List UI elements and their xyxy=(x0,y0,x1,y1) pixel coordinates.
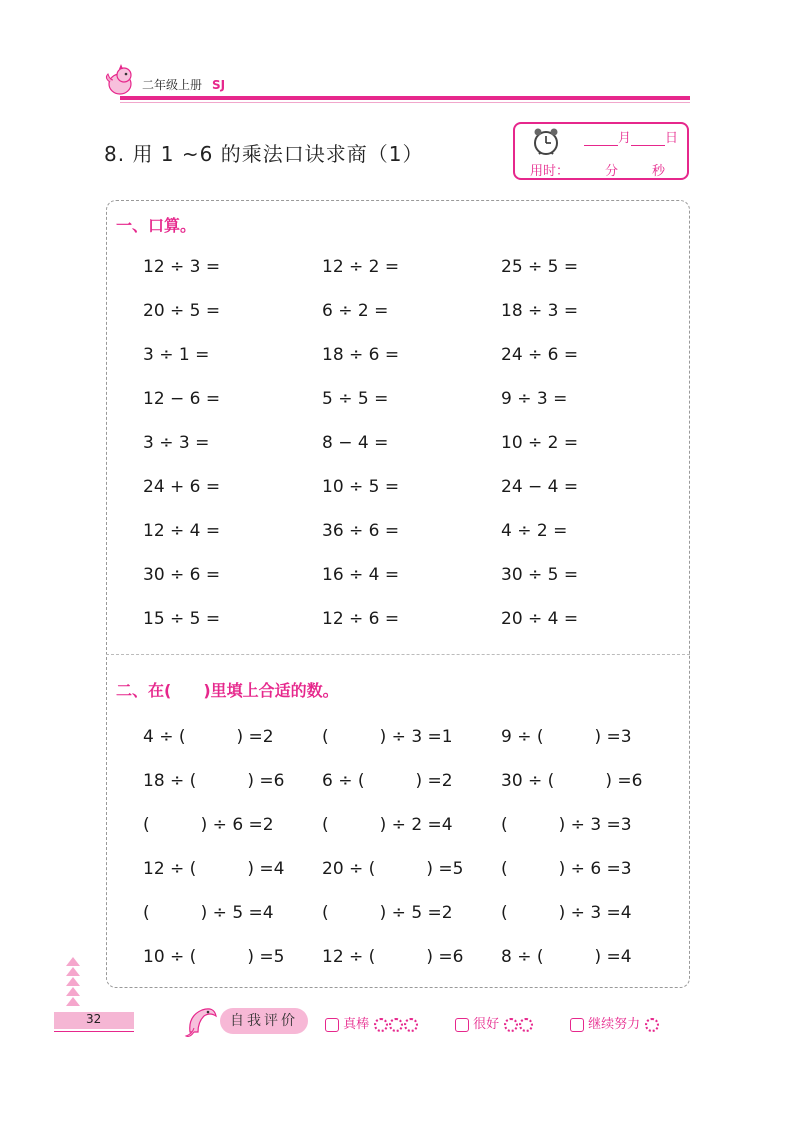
section1-problem: 10 ÷ 2 = xyxy=(501,433,579,453)
header-rule-thin xyxy=(120,102,690,103)
section1-heading: 一、口算。 xyxy=(116,216,197,235)
flower-icon xyxy=(404,1018,418,1032)
flower-icon xyxy=(374,1018,388,1032)
section1-problem: 12 ÷ 2 = xyxy=(322,257,400,277)
date-line xyxy=(584,127,678,146)
second-label: 秒 xyxy=(652,164,666,179)
second-blank[interactable] xyxy=(618,164,652,179)
day-blank[interactable] xyxy=(631,131,665,146)
section1-problem: 20 ÷ 4 = xyxy=(501,609,579,629)
month-blank[interactable] xyxy=(584,131,618,146)
section1-problem: 6 ÷ 2 = xyxy=(322,301,389,321)
section2-problem: 9 ÷ ( ) =3 xyxy=(501,727,632,747)
section2-problem: 4 ÷ ( ) =2 xyxy=(143,727,274,747)
section2-problem: 30 ÷ ( ) =6 xyxy=(501,771,643,791)
section1-problem: 5 ÷ 5 = xyxy=(322,389,389,409)
rating-great[interactable] xyxy=(325,1013,418,1032)
grade-label: 二年级上册 xyxy=(142,78,203,92)
section2-problem: ( ) ÷ 5 =2 xyxy=(322,903,453,923)
checkbox[interactable] xyxy=(325,1018,339,1032)
edition-label: SJ xyxy=(212,78,226,92)
section2-problem: 8 ÷ ( ) =4 xyxy=(501,947,632,967)
section1-problem: 30 ÷ 6 = xyxy=(143,565,221,585)
section1-problem: 3 ÷ 1 = xyxy=(143,345,210,365)
section1-problem: 24 + 6 = xyxy=(143,477,221,497)
section1-problem: 12 ÷ 3 = xyxy=(143,257,221,277)
flower-icon xyxy=(504,1018,518,1032)
rating-keep-trying-label: 继续努力 xyxy=(588,1017,641,1032)
rating-good[interactable] xyxy=(455,1013,533,1032)
checkbox[interactable] xyxy=(570,1018,584,1032)
section2-problem: ( ) ÷ 6 =2 xyxy=(143,815,274,835)
section1-problem: 36 ÷ 6 = xyxy=(322,521,400,541)
section1-problem: 4 ÷ 2 = xyxy=(501,521,568,541)
section1-problem: 16 ÷ 4 = xyxy=(322,565,400,585)
flower-icon xyxy=(389,1018,403,1032)
alarm-clock-icon xyxy=(530,125,562,157)
rating-great-label: 真棒 xyxy=(343,1017,370,1032)
section2-problem: ( ) ÷ 3 =4 xyxy=(501,903,632,923)
section1-problem: 20 ÷ 5 = xyxy=(143,301,221,321)
section1-problem: 10 ÷ 5 = xyxy=(322,477,400,497)
section1-problem: 25 ÷ 5 = xyxy=(501,257,579,277)
dolphin-mascot-icon xyxy=(184,1002,220,1040)
rating-good-label: 很好 xyxy=(473,1017,500,1032)
rating-keep-trying[interactable] xyxy=(570,1013,659,1032)
section1-problem: 15 ÷ 5 = xyxy=(143,609,221,629)
section1-problem: 18 ÷ 3 = xyxy=(501,301,579,321)
section2-problem: ( ) ÷ 3 =3 xyxy=(501,815,632,835)
time-label: 用时： xyxy=(530,164,570,179)
section2-problem: 18 ÷ ( ) =6 xyxy=(143,771,285,791)
section2-problem: ( ) ÷ 6 =3 xyxy=(501,859,632,879)
section1-problem: 3 ÷ 3 = xyxy=(143,433,210,453)
section2-problem: 12 ÷ ( ) =4 xyxy=(143,859,285,879)
section2-problem: ( ) ÷ 3 =1 xyxy=(322,727,453,747)
dragon-mascot-icon xyxy=(102,62,138,98)
minute-blank[interactable] xyxy=(569,164,605,179)
month-label: 月 xyxy=(618,131,632,146)
section2-problem: 12 ÷ ( ) =6 xyxy=(322,947,464,967)
checkbox[interactable] xyxy=(455,1018,469,1032)
section1-problem: 24 − 4 = xyxy=(501,477,579,497)
section1-problem: 8 − 4 = xyxy=(322,433,389,453)
section-divider xyxy=(106,654,690,655)
section2-problem: ( ) ÷ 5 =4 xyxy=(143,903,274,923)
flower-icon xyxy=(519,1018,533,1032)
section2-problem: 6 ÷ ( ) =2 xyxy=(322,771,453,791)
day-label: 日 xyxy=(665,131,679,146)
page-number: 32 xyxy=(86,1012,102,1026)
page-number-rule xyxy=(54,1031,134,1032)
section1-problem: 24 ÷ 6 = xyxy=(501,345,579,365)
section2-problem: ( ) ÷ 2 =4 xyxy=(322,815,453,835)
section1-problem: 12 − 6 = xyxy=(143,389,221,409)
flower-icon xyxy=(645,1018,659,1032)
section1-problem: 12 ÷ 4 = xyxy=(143,521,221,541)
section1-problem: 18 ÷ 6 = xyxy=(322,345,400,365)
lesson-title: 8. 用 1 ~6 的乘法口诀求商（1） xyxy=(104,142,424,166)
header-rule xyxy=(120,96,690,100)
section1-problem: 30 ÷ 5 = xyxy=(501,565,579,585)
minute-label: 分 xyxy=(605,164,619,179)
self-evaluation-badge xyxy=(220,1008,308,1034)
decor-arrows xyxy=(66,957,86,1007)
section2-problem: 20 ÷ ( ) =5 xyxy=(322,859,464,879)
section2-heading: 二、在( )里填上合适的数。 xyxy=(116,681,339,700)
section2-problem: 10 ÷ ( ) =5 xyxy=(143,947,285,967)
section1-problem: 9 ÷ 3 = xyxy=(501,389,568,409)
time-line xyxy=(530,160,665,179)
section1-problem: 12 ÷ 6 = xyxy=(322,609,400,629)
self-evaluation-label: 自我评价 xyxy=(230,1013,298,1029)
book-label xyxy=(142,76,225,93)
